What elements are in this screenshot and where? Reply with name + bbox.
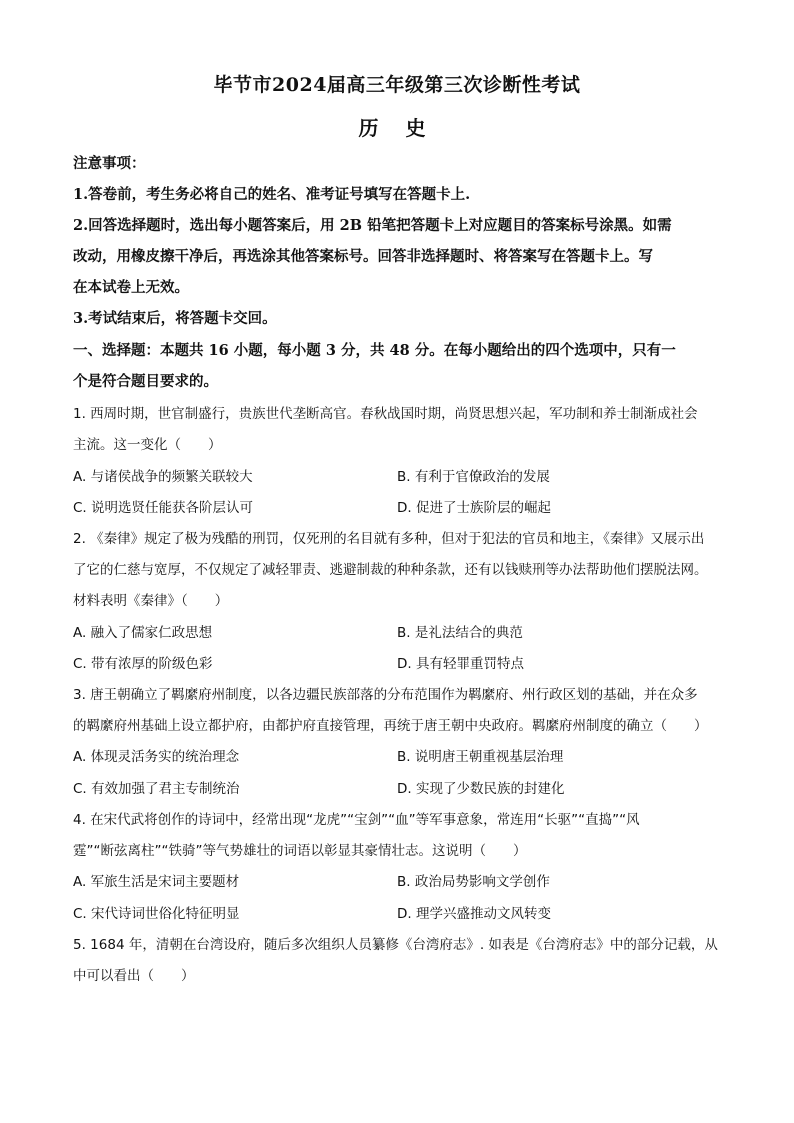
question-1-option-d: D. 促进了士族阶层的崛起 <box>397 500 551 516</box>
question-4-line-1: 4. 在宋代武将创作的诗词中，经常出现“龙虎”“宝剑”“血”等军事意象，常连用“长驱”“直捣”“风 <box>73 812 640 828</box>
question-4-line-2: 霆”“断弦离柱”“铁骑”等气势雄壮的词语以彰显其豪情壮志。这说明（ ） <box>73 843 527 859</box>
question-3-option-b: B. 说明唐王朝重视基层治理 <box>397 749 564 765</box>
question-2-line-2: 了它的仁慈与宽厚，不仅规定了减轻罪责、逃避制裁的种种条款，还有以钱赎刑等办法帮助他们摆脱法网。 <box>73 562 708 578</box>
question-4-option-c: C. 宋代诗词世俗化特征明显 <box>73 906 240 922</box>
question-2-line-1: 2. 《秦律》规定了极为残酷的刑罚，仅死刑的名目就有多种，但对于犯法的官员和地主，《秦律》又展示出 <box>73 531 705 547</box>
question-2-option-d: D. 具有轻罪重罚特点 <box>397 656 524 672</box>
notice-heading: 注意事项： <box>73 155 146 172</box>
notice-item-2-line-3: 在本试卷上无效。 <box>73 279 189 296</box>
question-4-option-b: B. 政治局势影响文学创作 <box>397 874 550 890</box>
question-2-option-c: C. 带有浓厚的阶级色彩 <box>73 656 213 672</box>
question-2-option-a: A. 融入了儒家仁政思想 <box>73 625 213 641</box>
question-1-option-c: C. 说明选贤任能获各阶层认可 <box>73 500 254 516</box>
section-heading-line-1: 一、选择题：本题共 16 小题，每小题 3 分，共 48 分。在每小题给出的四个选项中，只有一 <box>73 342 676 359</box>
question-4-option-d: D. 理学兴盛推动文风转变 <box>397 906 551 922</box>
question-3-option-c: C. 有效加强了君主专制统治 <box>73 781 240 797</box>
subject-title: 历 史 <box>358 116 436 140</box>
question-5-line-1: 5. 1684 年，清朝在台湾设府，随后多次组织人员纂修《台湾府志》. 如表是《台湾府志》中的部分记载，从 <box>73 937 718 953</box>
question-2-line-3: 材料表明《秦律》（ ） <box>73 593 229 609</box>
question-1-option-a: A. 与诸侯战争的频繁关联较大 <box>73 469 253 485</box>
question-2-option-b: B. 是礼法结合的典范 <box>397 625 523 641</box>
notice-item-2-line-1: 2.回答选择题时，选出每小题答案后，用 2B 铅笔把答题卡上对应题目的答案标号涂黑。如需 <box>73 217 672 234</box>
question-3-option-a: A. 体现灵活务实的统治理念 <box>73 749 240 765</box>
exam-title: 毕节市2024届高三年级第三次诊断性考试 <box>213 74 581 96</box>
question-4-option-a: A. 军旅生活是宋词主要题材 <box>73 874 240 890</box>
notice-item-3: 3.考试结束后，将答题卡交回。 <box>73 310 277 327</box>
question-1-line-2: 主流。这一变化（ ） <box>73 437 222 453</box>
question-1-line-1: 1. 西周时期，世官制盛行，贵族世代垄断高官。春秋战国时期，尚贤思想兴起，军功制和养士制渐成社会 <box>73 406 698 422</box>
section-heading-line-2: 个是符合题目要求的。 <box>73 373 218 390</box>
question-3-line-1: 3. 唐王朝确立了羁縻府州制度，以各边疆民族部落的分布范围作为羁縻府、州行政区划的基础，并在众多 <box>73 687 698 703</box>
question-1-option-b: B. 有利于官僚政治的发展 <box>397 469 550 485</box>
question-3-line-2: 的羁縻府州基础上设立都护府，由都护府直接管理，再统于唐王朝中央政府。羁縻府州制度的确立（ ） <box>73 718 708 734</box>
question-5-line-2: 中可以看出（ ） <box>73 968 195 984</box>
notice-item-1: 1.答卷前，考生务必将自己的姓名、准考证号填写在答题卡上. <box>73 186 471 203</box>
notice-item-2-line-2: 改动，用橡皮擦干净后，再选涂其他答案标号。回答非选择题时、将答案写在答题卡上。写 <box>73 248 653 265</box>
question-3-option-d: D. 实现了少数民族的封建化 <box>397 781 565 797</box>
